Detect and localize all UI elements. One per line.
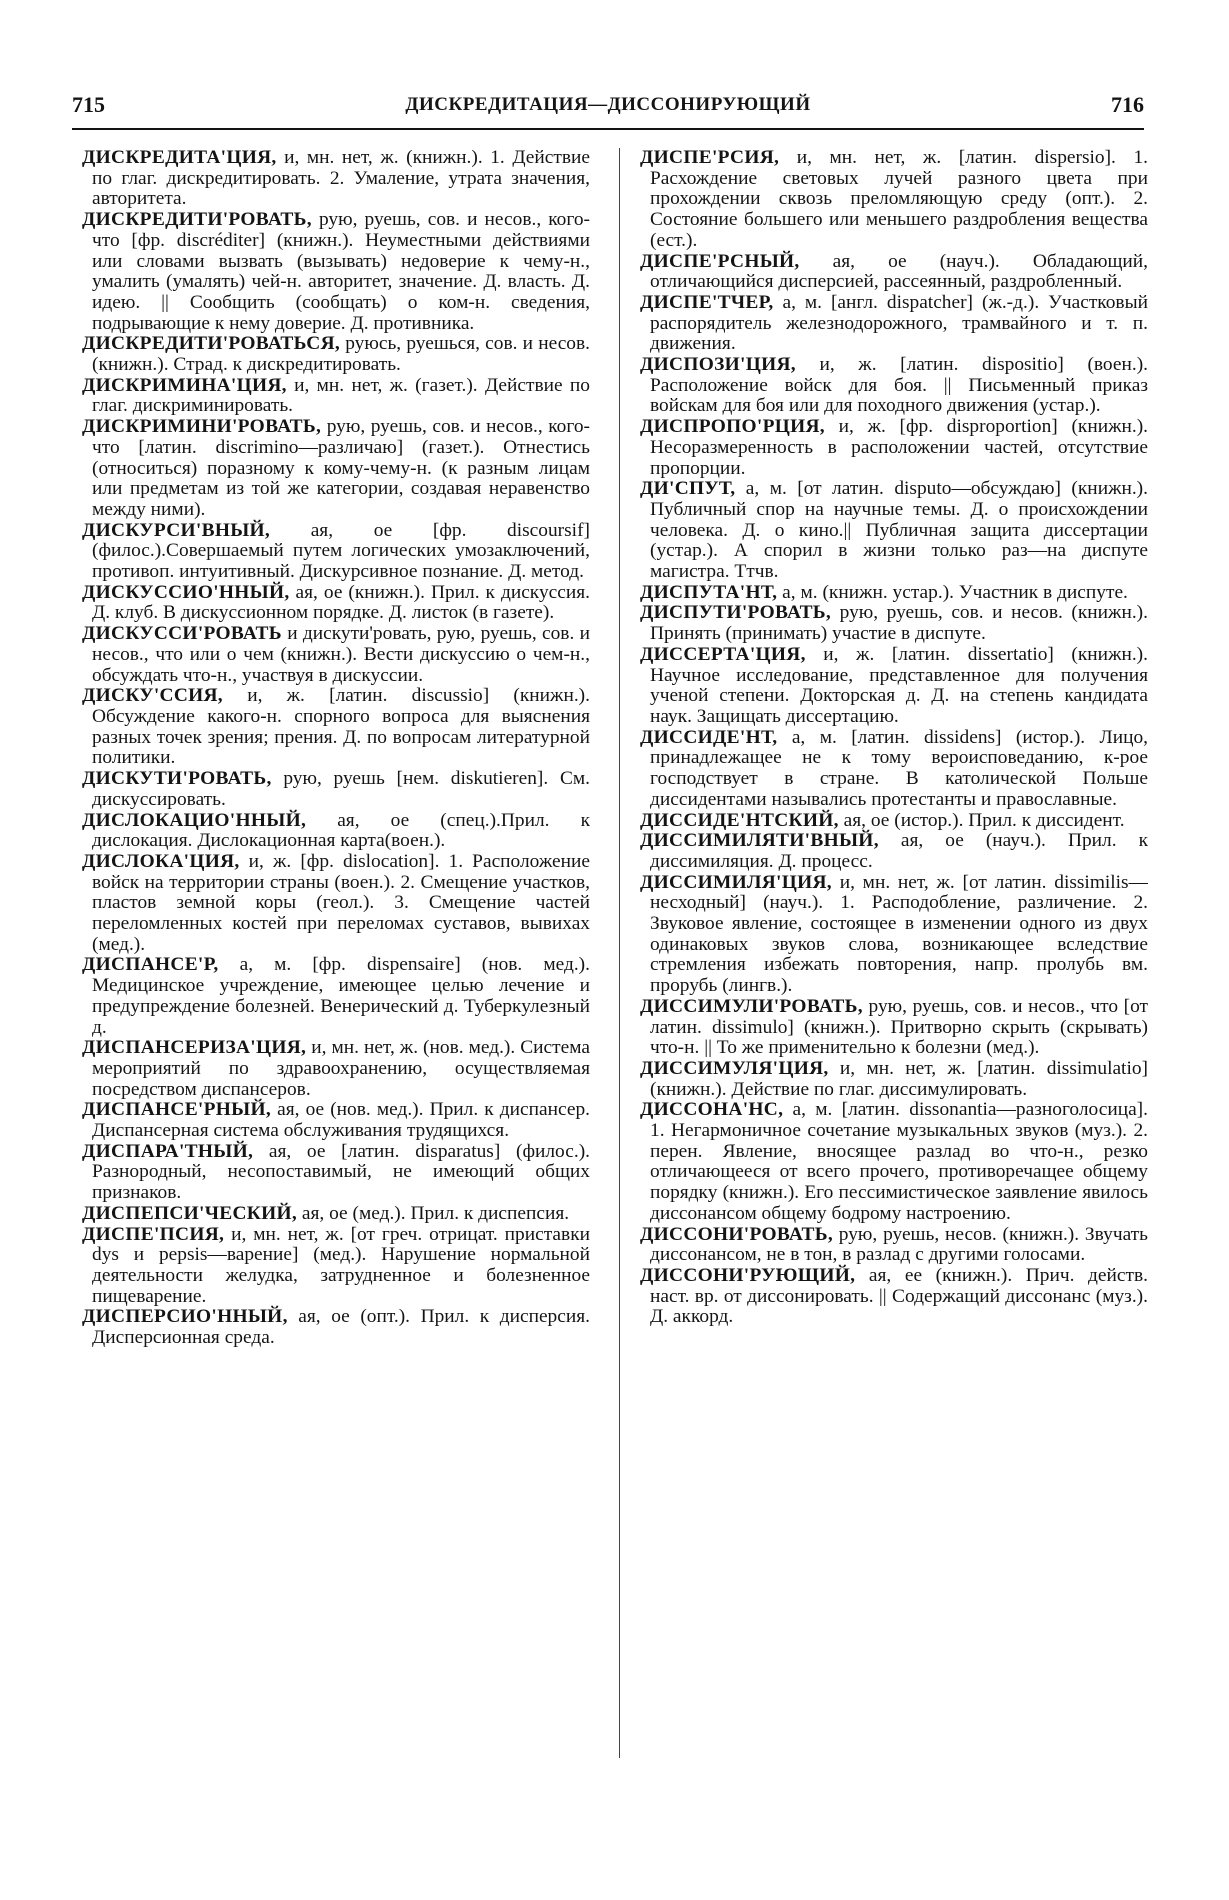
left-column	[82, 148, 590, 1758]
dictionary-entry	[82, 955, 590, 1038]
entry-definition: ая, ое (опт.). Прил. к дисперсия. Дисперсионная среда.	[92, 1306, 590, 1349]
dictionary-entry	[82, 769, 590, 810]
entry-headword: ДИСПУТА'НТ,	[640, 581, 778, 603]
entry-definition: ая, ое (мед.). Прил. к диспепсия.	[297, 1202, 570, 1224]
entry-definition: рую, руешь, несов. (книжн.). Звучать диссонансом, не в тон, в разлад с другими голосами.	[650, 1223, 1148, 1266]
dictionary-entry	[82, 1307, 590, 1348]
dictionary-entry	[640, 583, 1148, 604]
dictionary-entry	[640, 831, 1148, 872]
entry-headword: ДИСПЕ'ТЧЕР,	[640, 291, 774, 313]
entry-definition: и, мн. нет, ж. [латин. dispersio]. 1. Расхождение световых лучей разного цвета при прохождении сквозь преломляющую среду (опт.). 2. Состояние большего или меньшего раздробления вещества (ест.).	[650, 148, 1148, 251]
dictionary-entry	[640, 811, 1148, 832]
entry-definition: и, ж. [латин. dispositio] (воен.). Расположение войск для боя. || Письменный приказ войскам для боя или для походного движения (устар.).	[650, 354, 1148, 417]
entry-headword: ДИСКУРСИ'ВНЫЙ,	[82, 519, 271, 541]
entry-definition: рую, руешь, сов. и несов., кого-что [фр. discréditer] (книжн.). Неуместными действиями или словами вызвать (вызывать) недоверие к чему-н., умалить (умалять) чей-н. авторитет, значение. Д. власть. Д. идею. || Сообщить (сообщать) о ком-н. сведения, подрывающие к нему доверие. Д. противника.	[92, 209, 590, 334]
entry-definition: ая, ое (книжн.). Прил. к дискуссия. Д. клуб. В дискуссионном порядке. Д. листок (в газете).	[92, 581, 590, 624]
entry-headword: ДИСПЕ'ПСИЯ,	[82, 1223, 225, 1245]
entry-definition: и дискути'ровать, рую, руешь, сов. и несов., что или о чем (книжн.). Вести дискуссию о чем-н., обсуждать что-н., участвуя в дискуссии.	[92, 623, 590, 686]
dictionary-entry	[640, 1266, 1148, 1328]
dictionary-entry	[82, 1038, 590, 1100]
entry-headword: ДИСПАНСЕ'Р,	[82, 954, 219, 976]
dictionary-entry	[640, 645, 1148, 728]
dictionary-entry	[640, 293, 1148, 355]
dictionary-entry	[640, 1100, 1148, 1224]
entry-headword: ДИСПЕРСИО'ННЫЙ,	[82, 1306, 288, 1328]
dictionary-entry	[82, 1142, 590, 1204]
entry-definition: ая, ое (спец.).Прил. к дислокация. Дислокационная карта(воен.).	[92, 809, 590, 852]
entry-headword: ДИСКРЕДИТИ'РОВАТЬСЯ,	[82, 333, 341, 355]
dictionary-entry	[82, 583, 590, 624]
entry-definition: и, мн. нет, ж. [латин. dissimulatio] (книжн.). Действие по глаг. диссимулировать.	[650, 1057, 1148, 1100]
dictionary-entry	[640, 873, 1148, 997]
entry-headword: ДИСПОЗИ'ЦИЯ,	[640, 354, 796, 376]
dictionary-entry	[640, 355, 1148, 417]
page-number-left: 715	[72, 92, 105, 117]
entry-headword: ДИССЕРТА'ЦИЯ,	[640, 643, 806, 665]
dictionary-entry	[640, 252, 1148, 293]
entry-headword: ДИСЛОКА'ЦИЯ,	[82, 850, 240, 872]
entry-definition: ая, ое [латин. disparatus] (филос.). Разнородный, несопоставимый, не имеющий общих признаков.	[92, 1140, 590, 1204]
entry-definition: ая, ое (истор.). Прил. к диссидент.	[838, 809, 1125, 831]
entry-headword: ДИСПАНСЕРИЗА'ЦИЯ,	[82, 1037, 307, 1059]
dictionary-entry	[82, 1225, 590, 1308]
entry-definition: рую, руешь, сов. и несов., что [от латин. dissimulo] (книжн.). Притворно скрыть (скрывать) что-н. || То же применительно к болезни (мед.).	[650, 995, 1148, 1059]
entry-definition: а, м. (книжн. устар.). Участник в диспуте.	[777, 581, 1128, 603]
entry-definition: рую, руешь, сов. и несов., кого-что [латин. discrimino—различаю] (газет.). Отнестись (относиться) поразному к кому-чему-н. (к разным лицам или предметам из той же категории, создавая неравенство между ними).	[92, 416, 590, 520]
entry-definition: и, ж. [фр. disproportion] (книжн.). Несоразмеренность в расположении частей, отсутствие пропорции.	[650, 416, 1148, 479]
entry-definition: и, мн. нет, ж. (газет.). Действие по глаг. дискриминировать.	[92, 374, 590, 417]
entry-definition: а, м. [латин. dissonantia—разноголосица]. 1. Негармоничное сочетание музыкальных звуков (муз.). 2. перен. Явление, вносящее разлад во что-н., резко отличающееся от всего прочего, противоречащее общему порядку (книжн.). Его пессимистическое заявление явилось диссонансом общему бодрому настроению.	[650, 1099, 1148, 1224]
dictionary-entry	[640, 603, 1148, 644]
entry-headword: ДИСКРЕДИТА'ЦИЯ,	[82, 148, 277, 168]
entry-definition: и, мн. нет, ж. [от греч. отрицат. приставки dys и pepsis—варение] (мед.). Нарушение нормальной деятельности желудка, затрудненное и болезненное пищеварение.	[92, 1223, 590, 1307]
entry-definition: ая, ое [фр. discoursif] (филос.).Совершаемый путем логических умозаключений, противоп. интуитивный. Дискурсивное познание. Д. метод.	[92, 519, 590, 583]
entry-headword: ДИСКРИМИНА'ЦИЯ,	[82, 374, 287, 396]
entry-headword: ДИСЛОКАЦИО'ННЫЙ,	[82, 809, 307, 831]
entry-definition: ая, ое (науч.). Обладающий, отличающийся дисперсией, рассеянный, раздробленный.	[650, 250, 1148, 293]
dictionary-entry	[82, 624, 590, 686]
entry-headword: ДИССИМИЛЯТИ'ВНЫЙ,	[640, 830, 879, 852]
entry-headword: ДИССОНИ'РОВАТЬ,	[640, 1223, 833, 1245]
dictionary-entry	[640, 1059, 1148, 1100]
dictionary-entry	[640, 997, 1148, 1059]
page-header	[72, 92, 1144, 124]
entry-definition: ая, ое (нов. мед.). Прил. к диспансер. Диспансерная система обслуживания трудящихся.	[92, 1099, 590, 1142]
entry-definition: а, м. [фр. dispensaire] (нов. мед.). Медицинское учреждение, имеющее целью лечение и предупреждение болезней. Венерический д. Туберкулезный д.	[92, 954, 590, 1038]
entry-headword: ДИССИМУЛЯ'ЦИЯ,	[640, 1057, 829, 1079]
right-column	[640, 148, 1148, 1758]
entry-definition: рую, руешь, сов. и несов. (книжн.). Принять (принимать) участие в диспуте.	[650, 602, 1148, 645]
dictionary-entry	[82, 1100, 590, 1141]
dictionary-entry	[82, 811, 590, 852]
header-rule	[72, 128, 1144, 130]
entry-headword: ДИСКРЕДИТИ'РОВАТЬ,	[82, 209, 312, 231]
column-divider	[619, 148, 620, 1758]
page-number-right: 716	[1111, 92, 1144, 117]
entry-headword: ДИ'СПУТ,	[640, 478, 736, 500]
entry-definition: а, м. [от латин. disputo—обсуждаю] (книжн.). Публичный спор на научные темы. Д. о происхождении человека. Д. о кино.|| Публичная защита диссертации (устар.). А спорил в жизни только раз—на диспуте магистра. Ттчв.	[650, 478, 1148, 583]
dictionary-entry	[82, 521, 590, 583]
entry-definition: и, ж. [фр. dislocation]. 1. Расположение войск на территории страны (воен.). 2. Смещение участков, пластов земной коры (геол.). 3. Смещение частей переломленных костей при переломах суставов, вывихах (мед.).	[92, 850, 590, 955]
entry-headword: ДИССОНИ'РУЮЩИЙ,	[640, 1264, 856, 1286]
entry-headword: ДИССИМИЛЯ'ЦИЯ,	[640, 871, 832, 893]
entry-headword: ДИСКУ'ССИЯ,	[82, 685, 223, 707]
dictionary-entry	[82, 376, 590, 417]
dictionary-entry	[640, 148, 1148, 252]
entry-definition: а, м. [англ. dispatcher] (ж.-д.). Участковый распорядитель железнодорожного, трамвайного и т. п. движения.	[650, 291, 1148, 355]
entry-headword: ДИСПУТИ'РОВАТЬ,	[640, 602, 832, 624]
entry-definition: а, м. [латин. dissidens] (истор.). Лицо, принадлежащее не к тому вероисповеданию, к-рое господствует в стране. В католической Польше диссидентами назывались протестанты и православные.	[650, 726, 1148, 810]
dictionary-entry	[82, 686, 590, 769]
entry-headword: ДИСПАНСЕ'РНЫЙ,	[82, 1099, 272, 1121]
dictionary-entry	[640, 1225, 1148, 1266]
entry-headword: ДИССИДЕ'НТСКИЙ,	[640, 809, 839, 831]
entry-definition: ая, ее (книжн.). Прич. действ. наст. вр. от диссонировать. || Содержащий диссонанс (муз.). Д. аккорд.	[650, 1264, 1148, 1328]
entry-definition: ая, ое (науч.). Прил. к диссимиляция. Д. процесс.	[650, 830, 1148, 872]
entry-headword: ДИСПАРА'ТНЫЙ,	[82, 1140, 254, 1162]
dictionary-entry	[82, 210, 590, 334]
entry-headword: ДИССИДЕ'НТ,	[640, 726, 778, 748]
dictionary-entry	[640, 417, 1148, 479]
entry-definition: и, мн. нет, ж. [от латин. dissimilis—несходный] (науч.). 1. Расподобление, различение. 2. Звуковое явление, состоящее в изменении одного из двух одинаковых звуков слова, возникающее вследствие стремления избежать повторения, напр. пролубь вм. прорубь (лингв.).	[650, 871, 1148, 997]
entry-headword: ДИСПРОПО'РЦИЯ,	[640, 416, 825, 438]
entry-headword: ДИСПЕ'РСИЯ,	[640, 148, 780, 168]
entry-headword: ДИСКУТИ'РОВАТЬ,	[82, 768, 272, 790]
dictionary-entry	[82, 852, 590, 956]
entry-definition: рую, руешь [нем. diskutieren]. См. дискуссировать.	[92, 768, 590, 810]
entry-headword: ДИССИМУЛИ'РОВАТЬ,	[640, 995, 863, 1017]
dictionary-entry	[82, 334, 590, 375]
running-title: ДИСКРЕДИТАЦИЯ—ДИССОНИРУЮЩИЙ	[405, 94, 811, 115]
dictionary-entry	[82, 148, 590, 210]
dictionary-entry	[82, 1204, 590, 1225]
entry-headword: ДИСПЕПСИ'ЧЕСКИЙ,	[82, 1202, 298, 1224]
entry-headword: ДИСПЕ'РСНЫЙ,	[640, 250, 800, 272]
entry-headword: ДИСКРИМИНИ'РОВАТЬ,	[82, 416, 322, 438]
entry-headword: ДИССОНА'НС,	[640, 1099, 784, 1121]
entry-definition: и, мн. нет, ж. (нов. мед.). Система мероприятий по здравоохранению, осуществляемая посредством диспансеров.	[92, 1037, 590, 1100]
entry-definition: и, ж. [латин. discussio] (книжн.). Обсуждение какого-н. спорного вопроса для выяснения разных точек зрения; прения. Д. по вопросам литературной политики.	[92, 685, 590, 769]
entry-headword: ДИСКУССИ'РОВАТЬ	[82, 623, 282, 645]
dictionary-entry	[640, 728, 1148, 811]
dictionary-entry	[82, 417, 590, 521]
entry-definition: и, мн. нет, ж. (книжн.). 1. Действие по глаг. дискредитировать. 2. Умаление, утрата значения, авторитета.	[92, 148, 590, 210]
entry-definition: руюсь, руешься, сов. и несов. (книжн.). Страд. к дискредитировать.	[92, 333, 590, 376]
entry-definition: и, ж. [латин. dissertatio] (книжн.). Научное исследование, представленное для получения ученой степени. Докторская д. Д. на степень кандидата наук. Защищать диссертацию.	[650, 643, 1148, 727]
dictionary-entry	[640, 479, 1148, 583]
entry-headword: ДИСКУССИО'ННЫЙ,	[82, 581, 290, 603]
